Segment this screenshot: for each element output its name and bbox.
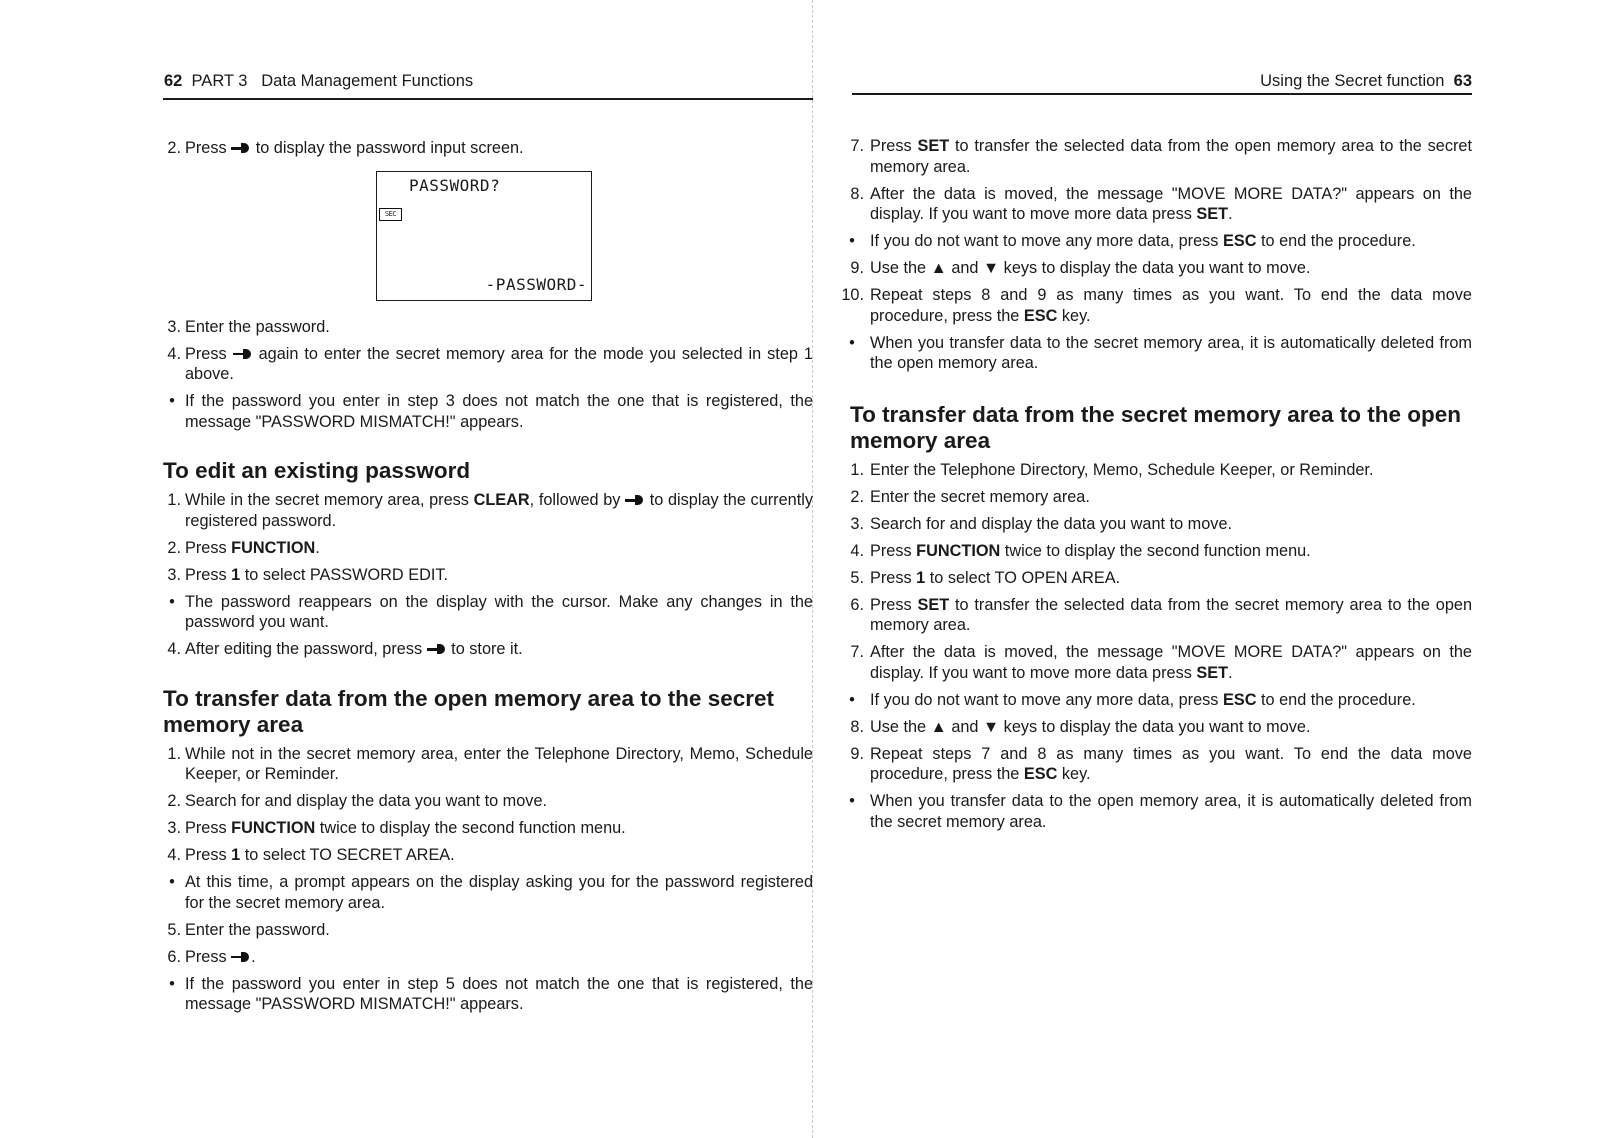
step-3: 3. Enter the password. [167,317,330,336]
part-label: PART 3 [191,72,248,90]
open-step-4: 4. Press FUNCTION twice to display the second function menu. [850,541,1311,560]
bullet-note-2: • When you transfer data to the secret memory area, it is automatically deleted from the open memory area. [849,333,1472,372]
header-rule [852,93,1472,95]
up-arrow-icon: ▲ [930,259,947,277]
lcd-screen [376,171,592,301]
edit-step-2: 2. Press FUNCTION. [167,538,320,557]
secret-mark-icon: SEC [379,208,402,221]
right-header [1260,72,1472,91]
screen-label: -PASSWORD- [485,275,587,294]
bullet-note: • If you do not want to move any more data, press ESC to end the procedure. [849,232,1416,250]
step-10: 10. Repeat steps 8 and 9 as many times as you want. To end the data move procedure, press the ESC key. [841,286,1472,325]
edit-step-4: 4. After editing the password, press to store it. [167,640,523,658]
open-bullet-1: • If you do not want to move any more data, press ESC to end the procedure. [849,690,1416,709]
step-4: 4. Press again to enter the secret memory area for the mode you selected in step 1 above. [167,344,813,383]
left-header [164,72,473,91]
secret-bullet-1: • At this time, a prompt appears on the display asking you for the password registered for the secret memory area. [169,873,813,912]
open-step-8: 8. Use the ▲ and ▼ keys to display the data you want to move. [850,717,1311,736]
edit-step-1: 1. While in the secret memory area, press CLEAR, followed by to display the currently registered password. [167,491,813,530]
secret-step-2: 2. Search for and display the data you want to move. [167,792,548,810]
up-arrow-icon: ▲ [930,717,947,736]
page-number: 63 [1453,72,1472,90]
secret-step-3: 3. Press FUNCTION twice to display the second function menu. [167,819,626,837]
screen-prompt: PASSWORD? [409,175,501,195]
open-bullet-2: • When you transfer data to the open memory area, it is automatically deleted from the secret memory area. [849,792,1472,831]
step-9: 9. Use the ▲ and ▼ keys to display the data you want to move. [850,259,1311,277]
page-number: 62 [164,72,183,90]
enter-key-icon [233,348,253,360]
section-heading-edit: To edit an existing password [163,458,471,483]
enter-key-icon [231,951,251,963]
section-heading-to-secret: To transfer data from the open memory area to the secret memory area [163,685,774,737]
secret-step-6: 6. Press . [167,947,256,966]
header-title: Using the Secret function [1260,72,1445,90]
open-step-9: 9. Repeat steps 7 and 8 as many times as you want. To end the data move procedure, press the ESC key. [850,744,1472,783]
enter-key-icon [427,643,447,655]
left-content [163,138,813,1021]
header-rule [163,98,813,100]
header-title: Data Management Functions [261,72,474,90]
open-step-6: 6. Press SET to transfer the selected data from the secret memory area to the open memory area. [850,595,1473,634]
open-step-5: 5. Press 1 to select TO OPEN AREA. [850,568,1121,587]
secret-step-4: 4. Press 1 to select TO SECRET AREA. [167,846,455,864]
open-step-1: 1. Enter the Telephone Directory, Memo, Schedule Keeper, or Reminder. [850,460,1374,479]
section-heading-to-open: To transfer data from the secret memory area to the open memory area [850,401,1461,453]
down-arrow-icon: ▼ [983,259,1000,277]
step-8: 8. After the data is moved, the message "MOVE MORE DATA?" appears on the display. If you want to move more data press SET. [850,184,1472,223]
secret-step-1: 1. While not in the secret memory area, enter the Telephone Directory, Memo, Schedule Keeper, or Reminder. [167,744,813,783]
edit-bullet: • The password reappears on the display with the cursor. Make any changes in the password you want. [169,592,813,631]
step-2: 2. Press to display the password input screen. [167,139,524,157]
bullet-note: • If the password you enter in step 3 does not match the one that is registered, the message "PASSWORD MISMATCH!" appears. [169,392,813,431]
down-arrow-icon: ▼ [983,717,1000,736]
secret-step-5: 5. Enter the password. [167,920,330,939]
open-step-2: 2. Enter the secret memory area. [850,487,1090,506]
right-content [840,136,1472,839]
open-step-7: 7. After the data is moved, the message "MOVE MORE DATA?" appears on the display. If you want to move more data press SET. [850,643,1472,682]
open-step-3: 3. Search for and display the data you want to move. [850,514,1233,533]
enter-key-icon [625,494,645,506]
step-7: 7. Press SET to transfer the selected data from the open memory area to the secret memory area. [850,137,1473,176]
secret-bullet-2: • If the password you enter in step 5 does not match the one that is registered, the message "PASSWORD MISMATCH!" appears. [169,974,813,1013]
right-page [820,0,1600,1138]
enter-key-icon [231,142,251,154]
edit-step-3: 3. Press 1 to select PASSWORD EDIT. [167,565,449,584]
